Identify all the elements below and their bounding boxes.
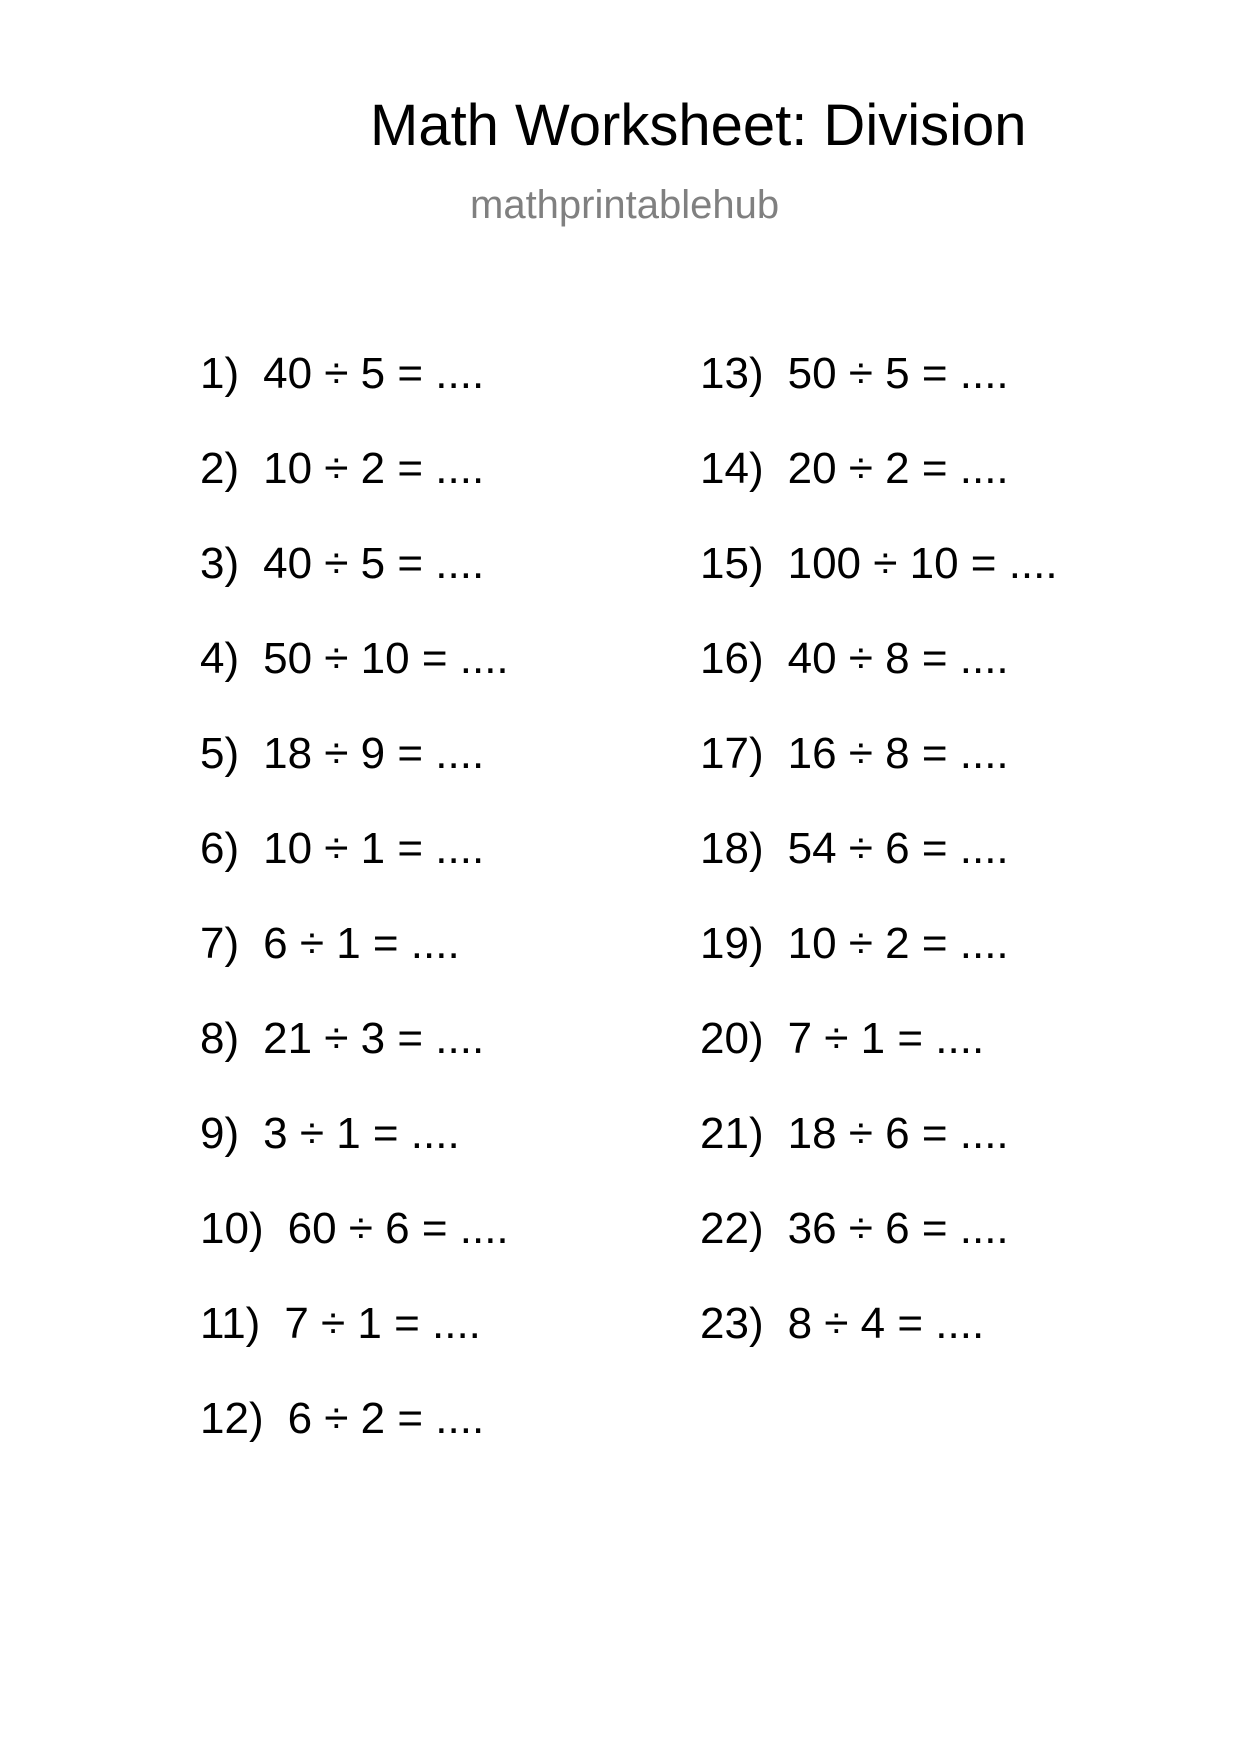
problem-expression: 10 ÷ 2 = .... <box>787 919 1009 968</box>
problem-item <box>700 729 1058 827</box>
problem-item <box>200 539 509 637</box>
problem-expression: 18 ÷ 6 = .... <box>787 1109 1009 1158</box>
problem-expression: 40 ÷ 8 = .... <box>787 634 1009 683</box>
problem-number: 5) <box>200 729 240 778</box>
problem-item <box>200 634 509 732</box>
problem-number: 9) <box>200 1109 240 1158</box>
problem-item <box>200 1109 509 1207</box>
problem-expression: 36 ÷ 6 = .... <box>787 1204 1009 1253</box>
problem-item <box>700 539 1058 637</box>
problem-item <box>700 1299 1058 1397</box>
problem-expression: 50 ÷ 5 = .... <box>787 349 1009 398</box>
problem-expression: 60 ÷ 6 = .... <box>287 1204 509 1253</box>
problem-item <box>200 824 509 922</box>
problem-number: 22) <box>700 1204 764 1253</box>
problem-expression: 16 ÷ 8 = .... <box>787 729 1009 778</box>
problem-number: 16) <box>700 634 764 683</box>
problem-expression: 6 ÷ 2 = .... <box>287 1394 485 1443</box>
problem-item <box>700 349 1058 447</box>
problem-item <box>700 1014 1058 1112</box>
problem-number: 7) <box>200 919 240 968</box>
problem-item <box>200 1204 509 1302</box>
problem-item <box>700 919 1058 1017</box>
problem-expression: 54 ÷ 6 = .... <box>787 824 1009 873</box>
problem-number: 10) <box>200 1204 264 1253</box>
problem-item <box>700 1109 1058 1207</box>
problem-expression: 8 ÷ 4 = .... <box>787 1299 985 1348</box>
problem-expression: 6 ÷ 1 = .... <box>263 919 460 968</box>
problem-number: 17) <box>700 729 764 778</box>
problem-expression: 7 ÷ 1 = .... <box>787 1014 985 1063</box>
problem-item <box>200 919 509 1017</box>
problem-expression: 50 ÷ 10 = .... <box>263 634 509 683</box>
problem-item <box>200 1394 509 1492</box>
problem-item <box>700 444 1058 542</box>
problem-number: 15) <box>700 539 764 588</box>
problem-item <box>200 1299 509 1397</box>
problem-number: 14) <box>700 444 764 493</box>
problem-item <box>200 1014 509 1112</box>
problem-expression: 10 ÷ 2 = .... <box>263 444 485 493</box>
problem-number: 11) <box>200 1299 261 1348</box>
problem-number: 2) <box>200 444 240 493</box>
problem-expression: 7 ÷ 1 = .... <box>284 1299 481 1348</box>
problem-number: 19) <box>700 919 764 968</box>
problem-number: 12) <box>200 1394 264 1443</box>
problem-number: 21) <box>700 1109 764 1158</box>
problem-number: 1) <box>200 349 240 398</box>
problem-number: 13) <box>700 349 764 398</box>
problem-expression: 20 ÷ 2 = .... <box>787 444 1009 493</box>
problem-item <box>700 634 1058 732</box>
problem-expression: 21 ÷ 3 = .... <box>263 1014 485 1063</box>
problem-expression: 40 ÷ 5 = .... <box>263 539 485 588</box>
problem-number: 6) <box>200 824 240 873</box>
problem-number: 8) <box>200 1014 240 1063</box>
problem-item <box>200 729 509 827</box>
problem-number: 18) <box>700 824 764 873</box>
problem-number: 4) <box>200 634 240 683</box>
source-label: mathprintablehub <box>470 183 780 227</box>
problem-expression: 3 ÷ 1 = .... <box>263 1109 460 1158</box>
problem-column-right <box>700 349 1058 1397</box>
problem-item <box>700 1204 1058 1302</box>
problem-item <box>700 824 1058 922</box>
problem-number: 23) <box>700 1299 764 1348</box>
problem-item <box>200 349 509 447</box>
problem-expression: 10 ÷ 1 = .... <box>263 824 485 873</box>
problem-expression: 40 ÷ 5 = .... <box>263 349 485 398</box>
problem-column-left <box>200 349 509 1492</box>
problem-item <box>200 444 509 542</box>
problem-number: 20) <box>700 1014 764 1063</box>
problem-number: 3) <box>200 539 240 588</box>
problem-expression: 18 ÷ 9 = .... <box>263 729 485 778</box>
problem-expression: 100 ÷ 10 = .... <box>787 539 1058 588</box>
worksheet-title: Math Worksheet: Division <box>370 93 1027 158</box>
